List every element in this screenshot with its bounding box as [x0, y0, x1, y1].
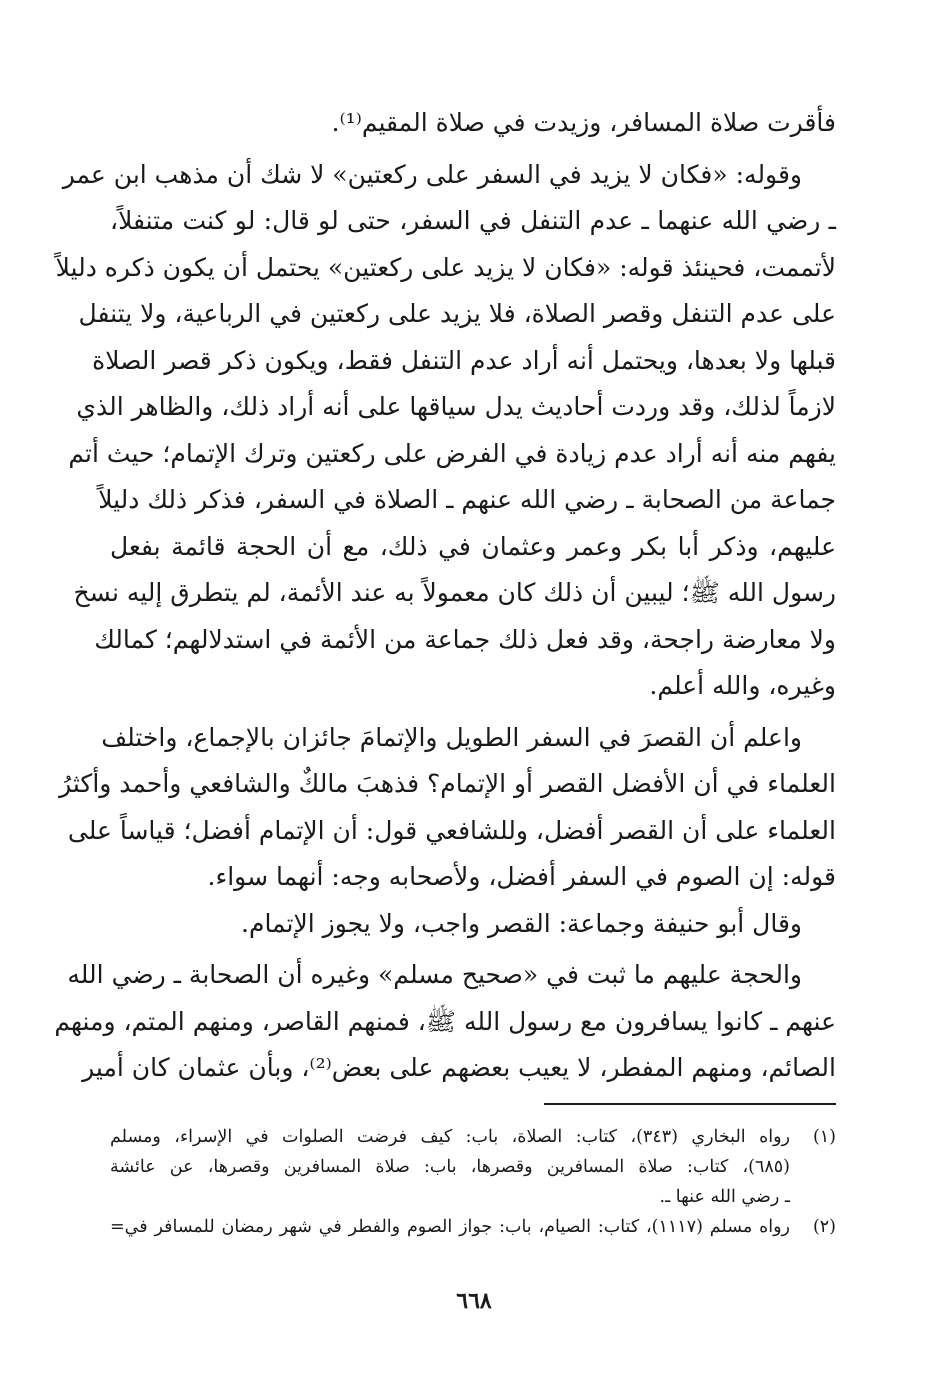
footnote-number: (٢) [812, 1217, 836, 1237]
text-line: قبلها ولا بعدها، ويحتمل أنه أراد عدم التنفل فقط، ويكون ذكر قصر الصلاة [92, 345, 836, 375]
text-line: يفهم منه أنه أراد عدم زيادة في الفرض على ركعتين وترك الإتمام؛ حيث أتم [68, 438, 836, 468]
text-line: لازماً لذلك، وقد وردت أحاديث يدل سياقها على أنه أراد ذلك، والظاهر الذي [76, 392, 836, 421]
text-line: والحجة عليهم ما ثبت في «صحيح مسلم» وغيره أن الصحابة ـ رضي الله [67, 960, 802, 989]
footnote-line [110, 1122, 836, 1152]
footnotes [110, 1122, 836, 1242]
footnote-text: (٦٨٥)، كتاب: صلاة المسافرين وقصرها، باب: صلاة المسافرين وقصرها، عن عائشة [110, 1157, 790, 1177]
footnote-number: (١) [812, 1127, 836, 1147]
text-line: جماعة من الصحابة ـ رضي الله عنهم ـ الصلاة في السفر، فذكر ذلك دليلاً [98, 485, 836, 514]
text-line: العلماء في أن الأفضل القصر أو الإتمام؟ فذهبَ مالكٌ والشافعي وأحمد وأكثرُ [59, 769, 836, 798]
footnote-line [110, 1182, 836, 1212]
main-text [54, 100, 836, 1092]
text-line: الصائم، ومنهم المفطر، لا يعيب بعضهم على بعض⁽²⁾، وبأن عثمان كان أمير [82, 1053, 836, 1082]
footnote-number-spacer [790, 1182, 836, 1212]
text-line: قوله: إن الصوم في السفر أفضل، ولأصحابه وجه: أنهما سواء. [207, 862, 836, 891]
text-line: على عدم التنفل وقصر الصلاة، فلا يزيد على ركعتين في الرباعية، ولا يتنفل [78, 299, 836, 328]
text-line: رسول الله ﷺ؛ ليبين أن ذلك كان معمولاً به عند الأئمة، لم يتطرق إليه نسخ [73, 578, 836, 607]
text-line: وقوله: «فكان لا يزيد في السفر على ركعتين» لا شك أن مذهب ابن عمر [62, 159, 802, 189]
text-line: لأتممت، فحينئذ قوله: «فكان لا يزيد على ركعتين» يحتمل أن يكون ذكره دليلاً [55, 252, 836, 282]
text-line: عليهم، وذكر أبا بكر وعمر وعثمان في ذلك، مع أن الحجة قائمة بفعل [110, 531, 836, 561]
text-line: ولا معارضة راجحة، وقد فعل ذلك جماعة من الأئمة في استدلالهم؛ كمالك [94, 624, 836, 654]
text-line: العلماء على أن القصر أفضل، وللشافعي قول: أن الإتمام أفضل؛ قياساً على [67, 815, 836, 845]
footnote-line [110, 1152, 836, 1182]
text-line: فأقرت صلاة المسافر، وزيدت في صلاة المقيم⁽¹⁾. [331, 108, 836, 137]
text-line: وقال أبو حنيفة وجماعة: القصر واجب، ولا يجوز الإتمام. [241, 908, 802, 938]
text-line: واعلم أن القصرَ في السفر الطويل والإتمامَ جائزان بالإجماع، واختلف [101, 722, 802, 752]
footnote-text: رواه مسلم (١١١٧)، كتاب: الصيام، باب: جواز الصوم والفطر في شهر رمضان للمسافر في= [110, 1217, 791, 1237]
text-line: عنهم ـ كانوا يسافرون مع رسول الله ﷺ، فمنهم القاصر، ومنهم المتم، ومنهم [54, 1006, 836, 1036]
footnote-line [110, 1212, 836, 1242]
text-line: وغيره، والله أعلم. [649, 671, 836, 700]
footnote-number-spacer [790, 1152, 836, 1182]
footnote-text: ـ رضي الله عنها ـ. [659, 1187, 790, 1207]
page-number: ٦٦٨ [456, 1288, 492, 1314]
text-line: ـ رضي الله عنهما ـ عدم التنفل في السفر، حتى لو قال: لو كنت متنفلاً، [110, 206, 836, 235]
footnote-text: رواه البخاري (٣٤٣)، كتاب: الصلاة، باب: كيف فرضت الصلوات في الإسراء، ومسلم [110, 1127, 790, 1147]
footnote-separator [544, 1103, 836, 1105]
